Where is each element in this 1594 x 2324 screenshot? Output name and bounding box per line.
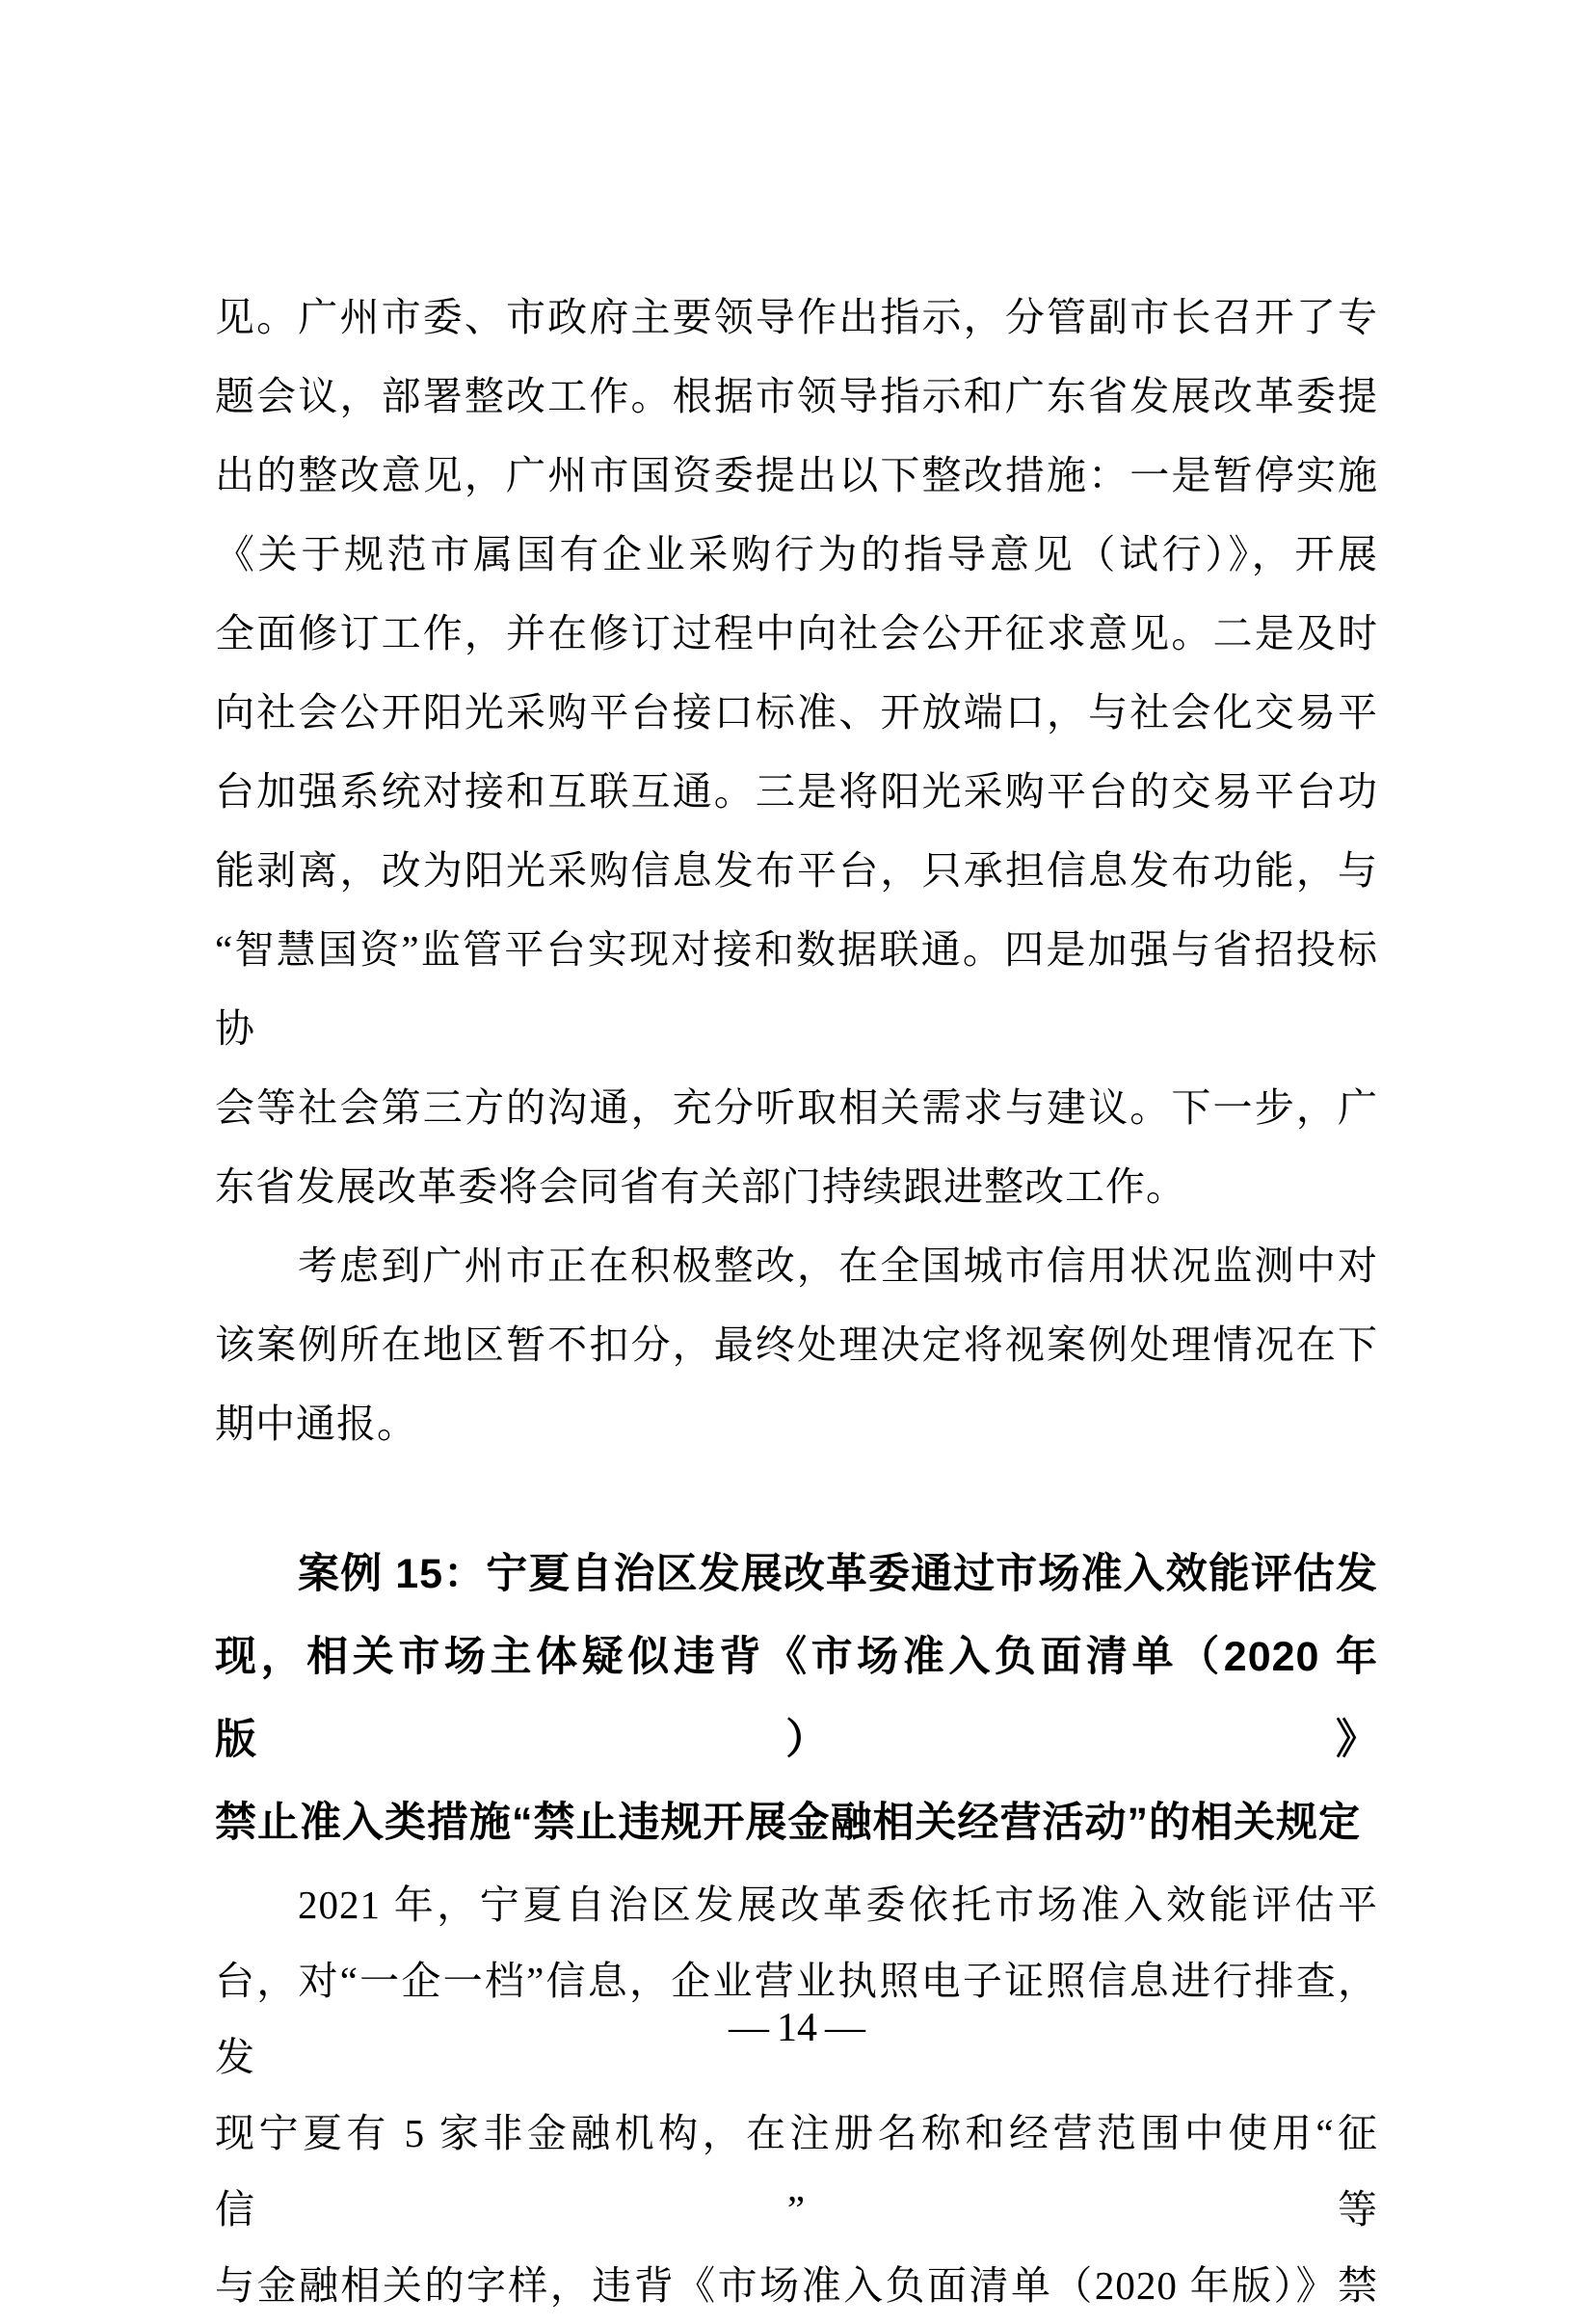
body-line: 全面修订工作，并在修订过程中向社会公开征求意见。二是及时 [215,611,1378,655]
body-line: 与金融相关的字样，违背《市场准入负面清单（2020 年版）》禁 [215,2263,1378,2308]
body-line: 能剥离，改为阳光采购信息发布平台，只承担信息发布功能，与 [215,848,1378,893]
footer-dash-right: — [825,2006,865,2050]
body-line: 向社会公开阳光采购平台接口标准、开放端口，与社会化交易平 [215,690,1378,735]
body-line: 出的整改意见，广州市国资委提出以下整改措施：一是暂停实施 [215,453,1378,497]
heading-line: 案例 15：宁夏自治区发展改革委通过市场准入效能评估发 [298,1551,1378,1597]
page-number: 14 [777,2006,817,2050]
paragraph-1 [215,278,1378,1226]
body-line: 该案例所在地区暂不扣分，最终处理决定将视案例处理情况在下 [215,1322,1378,1367]
body-line: “智慧国资”监管平台实现对接和数据联通。四是加强与省招投标协 [215,927,1378,1051]
body-line: 2021 年，宁夏自治区发展改革委依托市场准入效能评估平 [298,1883,1378,1927]
footer-dash-left: — [729,2006,769,2050]
body-line: 期中通报。 [215,1402,417,1446]
body-line: 题会议，部署整改工作。根据市领导指示和广东省发展改革委提 [215,374,1378,418]
body-line: 《关于规范市属国有企业采购行为的指导意见（试行）》，开展 [215,532,1378,576]
page-footer [0,2005,1594,2051]
case-heading [215,1533,1378,1864]
body-line: 考虑到广州市正在积极整改，在全国城市信用状况监测中对 [298,1243,1378,1288]
body-line: 会等社会第三方的沟通，充分听取相关需求与建议。下一步，广 [215,1085,1378,1130]
heading-line: 现，相关市场主体疑似违背《市场准入负面清单（2020 年版）》 [215,1634,1378,1763]
heading-line: 禁止准入类措施“禁止违规开展金融相关经营活动”的相关规定 [215,1800,1361,1846]
body-line: 台，对“一企一档”信息，企业营业执照电子证照信息进行排查，发 [215,1959,1378,2079]
paragraph-3 [215,1867,1378,2324]
paragraph-2 [215,1226,1378,1463]
body-line: 东省发展改革委将会同省有关部门持续跟进整改工作。 [215,1164,1186,1209]
body-line: 现宁夏有 5 家非金融机构，在注册名称和经营范围中使用“征信”等 [215,2111,1378,2231]
body-line: 台加强系统对接和互联互通。三是将阳光采购平台的交易平台功 [215,769,1378,814]
body-line: 见。广州市委、市政府主要领导作出指示，分管副市长召开了专 [215,295,1378,339]
